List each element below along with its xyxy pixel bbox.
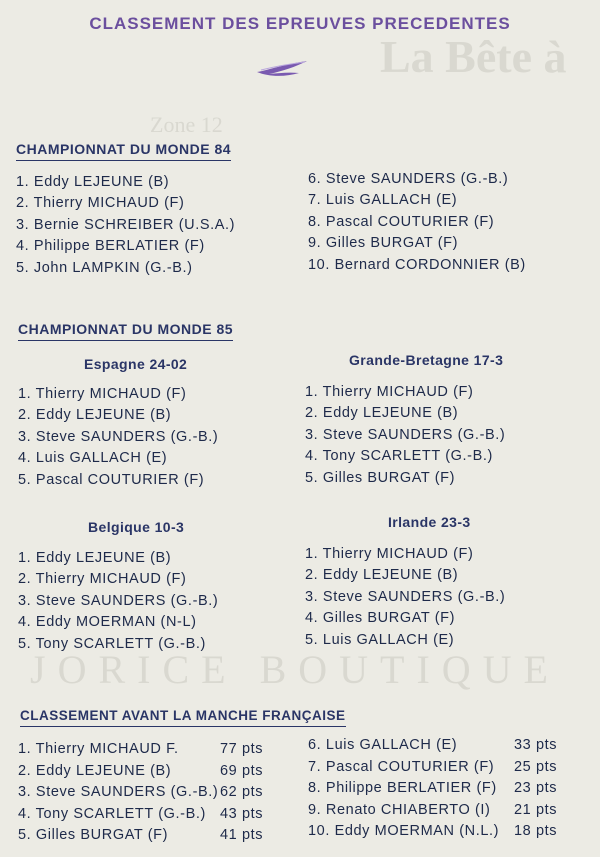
list-item: 3. Steve SAUNDERS (G.-B.) — [305, 588, 506, 605]
table-row — [18, 739, 278, 761]
standings-heading: CLASSEMENT AVANT LA MANCHE FRANÇAISE — [20, 708, 346, 727]
list-item: 10. Bernard CORDONNIER (B) — [308, 256, 526, 273]
rider-name: 1. Thierry MICHAUD F. — [18, 741, 179, 757]
list-item: 5. Luis GALLACH (E) — [305, 631, 455, 648]
rider-name: 5. Gilles BURGAT (F) — [18, 827, 169, 844]
swoosh-ornament-icon — [255, 58, 309, 80]
list-item: 9. Gilles BURGAT (F) — [308, 235, 459, 252]
list-item: 3. Steve SAUNDERS (G.-B.) — [18, 592, 219, 609]
table-row — [18, 782, 278, 804]
points-value: 43 pts — [220, 805, 264, 822]
rider-name: 8. Philippe BERLATIER (F) — [308, 780, 497, 797]
page-title: CLASSEMENT DES EPREUVES PRECEDENTES — [89, 14, 511, 33]
wc84-heading: CHAMPIONNAT DU MONDE 84 — [16, 141, 231, 161]
rider-name: 6. Luis GALLACH (E) — [308, 737, 458, 753]
points-value: 21 pts — [514, 801, 558, 818]
list-item: 3. Bernie SCHREIBER (U.S.A.) — [16, 216, 236, 233]
list-item: 4. Gilles BURGAT (F) — [305, 610, 456, 627]
points-value: 41 pts — [220, 827, 264, 844]
rider-name: 10. Eddy MOERMAN (N.L.) — [308, 823, 500, 840]
list-item: 7. Luis GALLACH (E) — [308, 192, 458, 209]
standings-list-left — [18, 739, 278, 847]
event-results-grande-bretagne — [305, 382, 505, 489]
list-item: 5. Pascal COUTURIER (F) — [18, 471, 205, 488]
points-value: 69 pts — [220, 762, 264, 779]
table-row — [308, 757, 568, 779]
table-row — [308, 735, 568, 757]
points-value: 33 pts — [514, 737, 558, 753]
table-row — [18, 761, 278, 783]
points-value: 25 pts — [514, 758, 558, 775]
list-item: 4. Philippe BERLATIER (F) — [16, 238, 205, 255]
list-item: 3. Steve SAUNDERS (G.-B.) — [305, 426, 506, 443]
ghost-text-zone: Zone 12 — [150, 112, 223, 137]
list-item: 2. Thierry MICHAUD (F) — [16, 195, 185, 212]
table-row — [18, 825, 278, 847]
rider-name: 4. Tony SCARLETT (G.-B.) — [18, 805, 206, 822]
event-title-grande-bretagne: Grande-Bretagne 17-3 — [349, 352, 504, 368]
ghost-text-boutique: JORICE BOUTIQUE — [30, 647, 560, 692]
event-title-belgique: Belgique 10-3 — [88, 519, 185, 535]
points-value: 77 pts — [220, 741, 264, 757]
table-row — [308, 778, 568, 800]
list-item: 5. John LAMPKIN (G.-B.) — [16, 259, 193, 276]
list-item: 4. Luis GALLACH (E) — [18, 450, 168, 467]
rider-name: 3. Steve SAUNDERS (G.-B.) — [18, 784, 219, 801]
event-results-espagne — [18, 384, 218, 491]
table-row — [18, 804, 278, 826]
standings-list-right — [308, 735, 568, 843]
list-item: 4. Tony SCARLETT (G.-B.) — [305, 448, 493, 465]
list-item: 6. Steve SAUNDERS (G.-B.) — [308, 171, 509, 187]
list-item: 1. Thierry MICHAUD (F) — [305, 546, 474, 562]
list-item: 2. Thierry MICHAUD (F) — [18, 571, 187, 588]
points-value: 23 pts — [514, 780, 558, 797]
rider-name: 2. Eddy LEJEUNE (B) — [18, 762, 172, 779]
list-item: 4. Eddy MOERMAN (N-L) — [18, 614, 197, 631]
points-value: 62 pts — [220, 784, 264, 801]
table-row — [308, 821, 568, 843]
wc85-heading: CHAMPIONNAT DU MONDE 85 — [18, 321, 233, 341]
event-title-espagne: Espagne 24-02 — [84, 356, 188, 372]
list-item: 1. Eddy LEJEUNE (B) — [18, 550, 172, 566]
list-item: 3. Steve SAUNDERS (G.-B.) — [18, 428, 219, 445]
wc84-list-left — [16, 172, 235, 279]
list-item: 1. Thierry MICHAUD (F) — [18, 386, 187, 402]
event-results-belgique — [18, 548, 218, 655]
list-item: 2. Eddy LEJEUNE (B) — [305, 405, 459, 422]
rider-name: 9. Renato CHIABERTO (I) — [308, 801, 491, 818]
list-item: 5. Tony SCARLETT (G.-B.) — [18, 635, 206, 652]
table-row — [308, 800, 568, 822]
list-item: 1. Thierry MICHAUD (F) — [305, 384, 474, 400]
wc84-list-right — [308, 169, 526, 276]
event-title-irlande: Irlande 23-3 — [388, 514, 471, 530]
event-results-irlande — [305, 544, 505, 651]
list-item: 8. Pascal COUTURIER (F) — [308, 213, 495, 230]
ghost-text-top: La Bête à — [380, 31, 567, 82]
list-item: 5. Gilles BURGAT (F) — [305, 469, 456, 486]
list-item: 2. Eddy LEJEUNE (B) — [305, 567, 459, 584]
list-item: 1. Eddy LEJEUNE (B) — [16, 174, 170, 190]
points-value: 18 pts — [514, 823, 558, 840]
rider-name: 7. Pascal COUTURIER (F) — [308, 758, 495, 775]
list-item: 2. Eddy LEJEUNE (B) — [18, 407, 172, 424]
